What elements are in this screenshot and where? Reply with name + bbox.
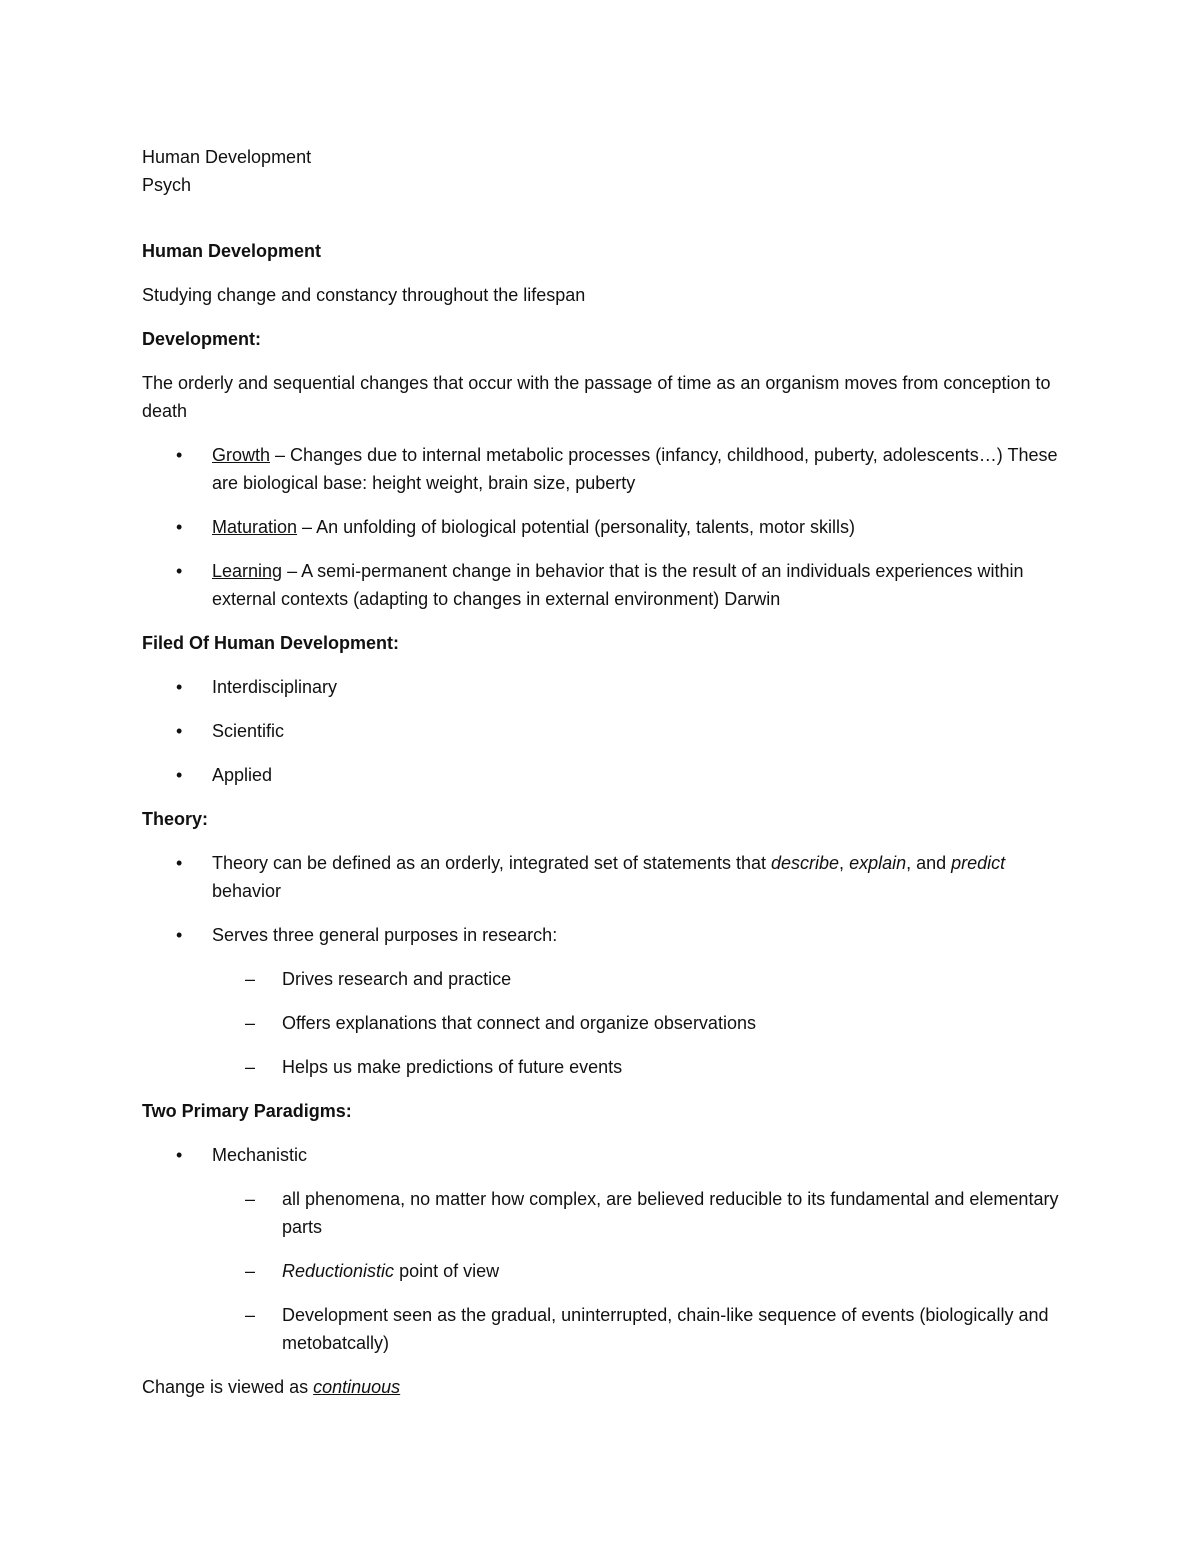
list-item — [142, 921, 1062, 949]
list-item — [142, 717, 1062, 745]
list-item — [142, 761, 1062, 789]
list-item — [142, 965, 1062, 993]
bullet-marker: • — [176, 517, 183, 537]
term-predict: predict — [951, 853, 1006, 873]
list-item — [142, 557, 1062, 613]
term-explain: explain — [849, 853, 907, 873]
field-item: Scientific — [212, 721, 285, 741]
development-bullet-list — [142, 441, 1062, 613]
header-subject: Psych — [142, 175, 192, 195]
closing-text: Change is viewed as — [142, 1377, 314, 1397]
section-title-development: Development: — [142, 329, 262, 349]
dash-marker: – — [245, 969, 256, 989]
list-item — [142, 1257, 1062, 1285]
list-item — [142, 513, 1062, 541]
term-maturation: Maturation — [212, 517, 298, 537]
field-item: Interdisciplinary — [212, 677, 338, 697]
intro-text: Studying change and constancy throughout the lifespan — [142, 285, 586, 305]
section-title-field: Filed Of Human Development: — [142, 633, 400, 653]
list-item — [142, 1141, 1062, 1169]
bullet-marker: • — [176, 677, 183, 697]
bullet-marker: • — [176, 1145, 183, 1165]
term-description: – A semi-permanent change in behavior that is the result of an individuals experiences within external contexts (adapting to changes in external environment) Darwin — [212, 561, 1024, 609]
bullet-marker: • — [176, 561, 183, 581]
bullet-marker: • — [176, 721, 183, 741]
paradigms-bullet-list — [142, 1141, 1062, 1357]
separator-text: , — [839, 853, 850, 873]
separator-text: , and — [906, 853, 952, 873]
bullet-marker: • — [176, 765, 183, 785]
bullet-marker: • — [176, 853, 183, 873]
term-description: – An unfolding of biological potential (personality, talents, motor skills) — [297, 517, 856, 537]
list-item — [142, 849, 1062, 905]
theory-bullet-list — [142, 849, 1062, 1081]
list-item — [142, 441, 1062, 497]
paradigm-detail: all phenomena, no matter how complex, are believed reducible to its fundamental and elementary parts — [282, 1189, 1059, 1237]
list-item — [142, 1053, 1062, 1081]
development-definition: The orderly and sequential changes that occur with the passage of time as an organism moves from conception to death — [142, 373, 1051, 421]
term-learning: Learning — [212, 561, 283, 581]
theory-definition-text: Theory can be defined as an orderly, integrated set of statements that — [212, 853, 771, 873]
header-title: Human Development — [142, 147, 312, 167]
theory-purpose: Offers explanations that connect and organize observations — [282, 1013, 756, 1033]
section-title-paradigms: Two Primary Paradigms: — [142, 1101, 352, 1121]
list-item — [142, 673, 1062, 701]
theory-definition-end: behavior — [212, 881, 282, 901]
list-item — [142, 1301, 1062, 1357]
field-bullet-list — [142, 673, 1062, 789]
theory-purposes-label: Serves three general purposes in research: — [212, 925, 558, 945]
dash-marker: – — [245, 1057, 256, 1077]
paradigm-detail: point of view — [394, 1261, 500, 1281]
bullet-marker: • — [176, 445, 183, 465]
paradigm-detail: Development seen as the gradual, uninterrupted, chain-like sequence of events (biologically and metobatcally) — [282, 1305, 1049, 1353]
dash-marker: – — [245, 1261, 256, 1281]
dash-marker: – — [245, 1305, 256, 1325]
dash-marker: – — [245, 1189, 256, 1209]
section-title-human-development: Human Development — [142, 241, 322, 261]
field-item: Applied — [212, 765, 273, 785]
term-describe: describe — [771, 853, 840, 873]
document-body — [142, 143, 1062, 1401]
closing-line — [142, 1373, 1062, 1401]
theory-purpose: Helps us make predictions of future events — [282, 1057, 623, 1077]
paradigm-mechanistic: Mechanistic — [212, 1145, 308, 1165]
bullet-marker: • — [176, 925, 183, 945]
section-title-theory: Theory: — [142, 809, 209, 829]
term-growth: Growth — [212, 445, 271, 465]
list-item — [142, 1185, 1062, 1241]
term-continuous: continuous — [313, 1377, 401, 1397]
dash-marker: – — [245, 1013, 256, 1033]
term-description: – Changes due to internal metabolic processes (infancy, childhood, puberty, adolescents…) These are biological base: height weight, brain size, puberty — [212, 445, 1058, 493]
list-item — [142, 1009, 1062, 1037]
term-reductionistic: Reductionistic — [282, 1261, 395, 1281]
theory-purpose: Drives research and practice — [282, 969, 512, 989]
